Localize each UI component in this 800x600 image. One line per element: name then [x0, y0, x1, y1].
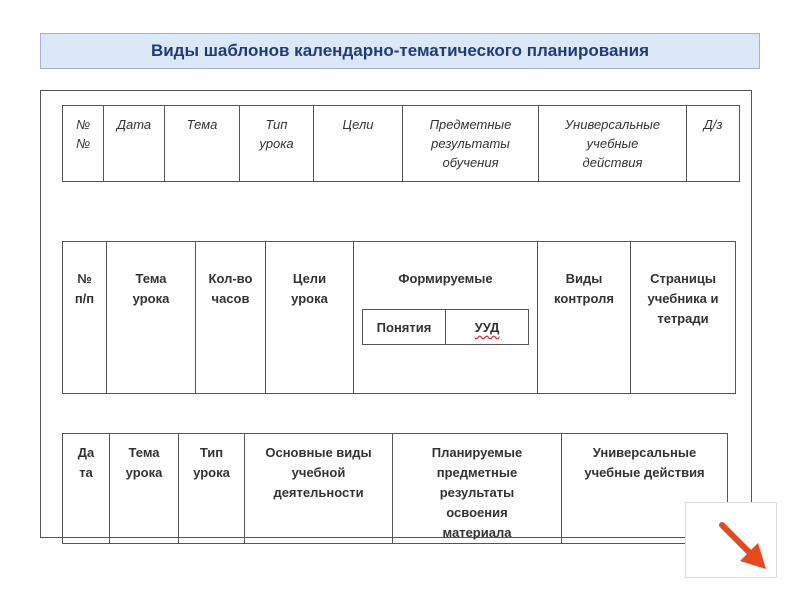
next-arrow-icon	[686, 503, 778, 579]
header-cell-lesson-topic: Тема урока	[107, 242, 196, 394]
header-cell-number: № №	[63, 106, 104, 182]
slide-title-bar	[40, 33, 760, 69]
next-slide-button[interactable]	[685, 502, 777, 578]
header-cell-number: № п/п	[63, 242, 107, 394]
subcell-concepts: Понятия	[376, 319, 432, 335]
header-cell-lesson-type: Тип урока	[179, 434, 245, 544]
header-cell-formed: Формируемые	[354, 242, 538, 394]
header-cell-lesson-goals: Цели урока	[266, 242, 354, 394]
header-cell-lesson-topic: Тема урока	[110, 434, 179, 544]
header-cell-goals: Цели	[314, 106, 403, 182]
header-cell-hours: Кол-во часов	[196, 242, 266, 394]
table-row	[63, 106, 740, 182]
header-cell-universal-actions: Универсальные учебные действия	[539, 106, 687, 182]
header-cell-universal-actions: Универсальные учебные действия	[562, 434, 728, 544]
slide-title: Виды шаблонов календарно-тематического планирования	[150, 41, 650, 60]
header-cell-activities: Основные виды учебной деятельности	[245, 434, 393, 544]
formed-subtable	[362, 309, 529, 345]
subcell-uud-label: УУД	[474, 319, 500, 335]
subcell-uud	[445, 310, 528, 344]
header-cell-lesson-type: Тип урока	[240, 106, 314, 182]
template-table-3	[62, 433, 728, 544]
header-cell-date: Да та	[63, 434, 110, 544]
header-cell-date: Дата	[104, 106, 165, 182]
header-cell-topic: Тема	[165, 106, 240, 182]
header-cell-control-types: Виды контроля	[538, 242, 631, 394]
header-cell-homework: Д/з	[687, 106, 740, 182]
header-cell-pages: Страницы учебника и тетради	[631, 242, 736, 394]
header-cell-subject-results: Предметные результаты обучения	[403, 106, 539, 182]
template-table-1	[62, 105, 740, 182]
table-row	[63, 434, 728, 544]
header-cell-planned-results: Планируемые предметные результаты освоения материала	[393, 434, 562, 544]
